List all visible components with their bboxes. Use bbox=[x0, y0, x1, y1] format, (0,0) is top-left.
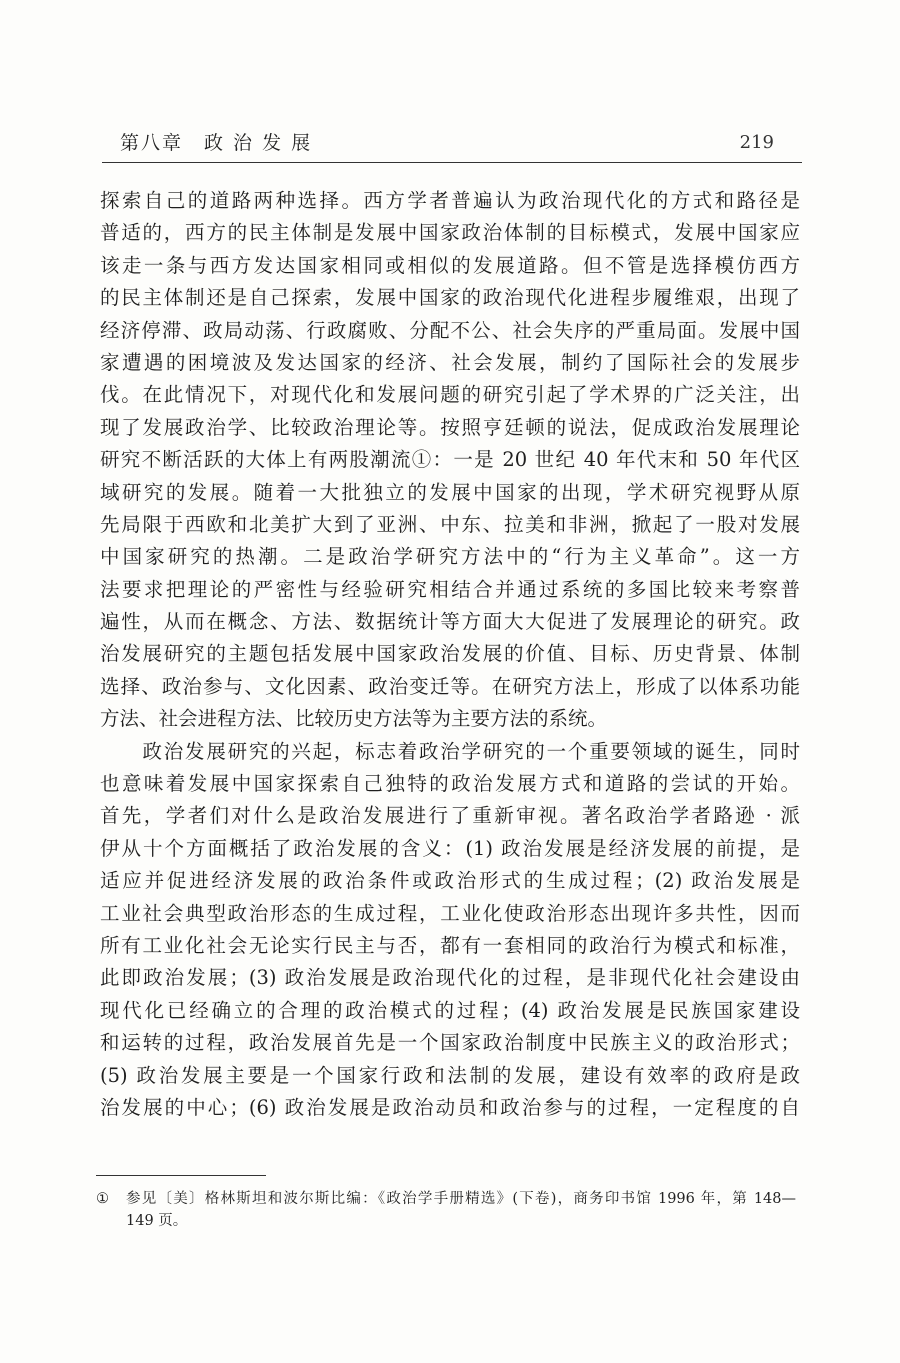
chapter-title: 第八章 政 治 发 展 bbox=[120, 132, 313, 154]
text-line: 选择、政治参与、文化因素、政治变迁等。在研究方法上，形成了以体系功能 bbox=[100, 674, 800, 698]
footnote-marker: ① bbox=[96, 1191, 109, 1207]
text-line: 家遭遇的困境波及发达国家的经济、社会发展，制约了国际社会的发展步 bbox=[100, 350, 800, 374]
text-line: 域研究的发展。随着一大批独立的发展中国家的出现，学术研究视野从原 bbox=[100, 480, 800, 504]
text-line: 先局限于西欧和北美扩大到了亚洲、中东、拉美和非洲，掀起了一股对发展 bbox=[100, 512, 800, 536]
text-line: 此即政治发展；(3) 政治发展是政治现代化的过程，是非现代化社会建设由 bbox=[100, 966, 800, 990]
text-line: 治发展的中心；(6) 政治发展是政治动员和政治参与的过程，一定程度的自 bbox=[100, 1095, 800, 1119]
footnote-line: 149 页。 bbox=[126, 1213, 188, 1229]
text-line: 现了发展政治学、比较政治理论等。按照亨廷顿的说法，促成政治发展理论 bbox=[100, 415, 800, 439]
text-line: 遍性，从而在概念、方法、数据统计等方面大大促进了发展理论的研究。政 bbox=[100, 610, 800, 634]
paragraph-1 bbox=[100, 185, 800, 736]
text-line: 政治发展研究的兴起，标志着政治学研究的一个重要领域的诞生，同时 bbox=[100, 739, 800, 763]
page-number: 219 bbox=[739, 132, 774, 153]
header-rule bbox=[102, 162, 802, 163]
text-line: 适应并促进经济发展的政治条件或政治形式的生成过程；(2) 政治发展是 bbox=[100, 869, 800, 893]
text-line: 治发展研究的主题包括发展中国家政治发展的价值、目标、历史背景、体制 bbox=[100, 642, 800, 666]
text-line: 的民主体制还是自己探索，发展中国家的政治现代化进程步履维艰，出现了 bbox=[100, 286, 800, 310]
footnote-line: 参见〔美〕格林斯坦和波尔斯比编：《政治学手册精选》(下卷)，商务印书馆 1996 年，第 148— bbox=[126, 1191, 796, 1207]
footnote-rule bbox=[96, 1175, 266, 1176]
body-text bbox=[100, 185, 800, 1124]
text-line: 首先，学者们对什么是政治发展进行了重新审视。著名政治学者路逊 · 派 bbox=[100, 804, 800, 828]
text-line: 也意味着发展中国家探索自己独特的政治发展方式和道路的尝试的开始。 bbox=[100, 772, 800, 796]
text-line: 探索自己的道路两种选择。西方学者普遍认为政治现代化的方式和路径是 bbox=[100, 189, 800, 212]
text-line: (5) 政治发展主要是一个国家行政和法制的发展，建设有效率的政府是政 bbox=[100, 1063, 800, 1087]
text-line: 中国家研究的热潮。二是政治学研究方法中的“行为主义革命”。这一方 bbox=[100, 545, 800, 569]
text-line: 法要求把理论的严密性与经验研究相结合并通过系统的多国比较来考察普 bbox=[100, 577, 800, 601]
paragraph-2 bbox=[100, 736, 800, 1125]
text-line: 和运转的过程，政治发展首先是一个国家政治制度中民族主义的政治形式； bbox=[100, 1031, 800, 1055]
text-line: 方法、社会进程方法、比较历史方法等为主要方法的系统。 bbox=[100, 707, 608, 731]
text-line: 普适的，西方的民主体制是发展中国家政治体制的目标模式，发展中国家应 bbox=[100, 221, 800, 245]
text-line: 所有工业化社会无论实行民主与否，都有一套相同的政治行为模式和标准， bbox=[100, 933, 800, 957]
text-line: 研究不断活跃的大体上有两股潮流①：一是 20 世纪 40 年代末和 50 年代区 bbox=[100, 448, 800, 472]
text-line: 伊从十个方面概括了政治发展的含义：(1) 政治发展是经济发展的前提，是 bbox=[100, 836, 800, 860]
text-line: 伐。在此情况下，对现代化和发展问题的研究引起了学术界的广泛关注，出 bbox=[100, 383, 800, 407]
footnote bbox=[96, 1188, 796, 1232]
running-header bbox=[102, 128, 802, 160]
text-line: 现代化已经确立的合理的政治模式的过程；(4) 政治发展是民族国家建设 bbox=[100, 998, 800, 1022]
text-line: 该走一条与西方发达国家相同或相似的发展道路。但不管是选择模仿西方 bbox=[100, 253, 800, 277]
text-line: 工业社会典型政治形态的生成过程，工业化使政治形态出现许多共性，因而 bbox=[100, 901, 800, 925]
text-line: 经济停滞、政局动荡、行政腐败、分配不公、社会失序的严重局面。发展中国 bbox=[100, 318, 800, 342]
